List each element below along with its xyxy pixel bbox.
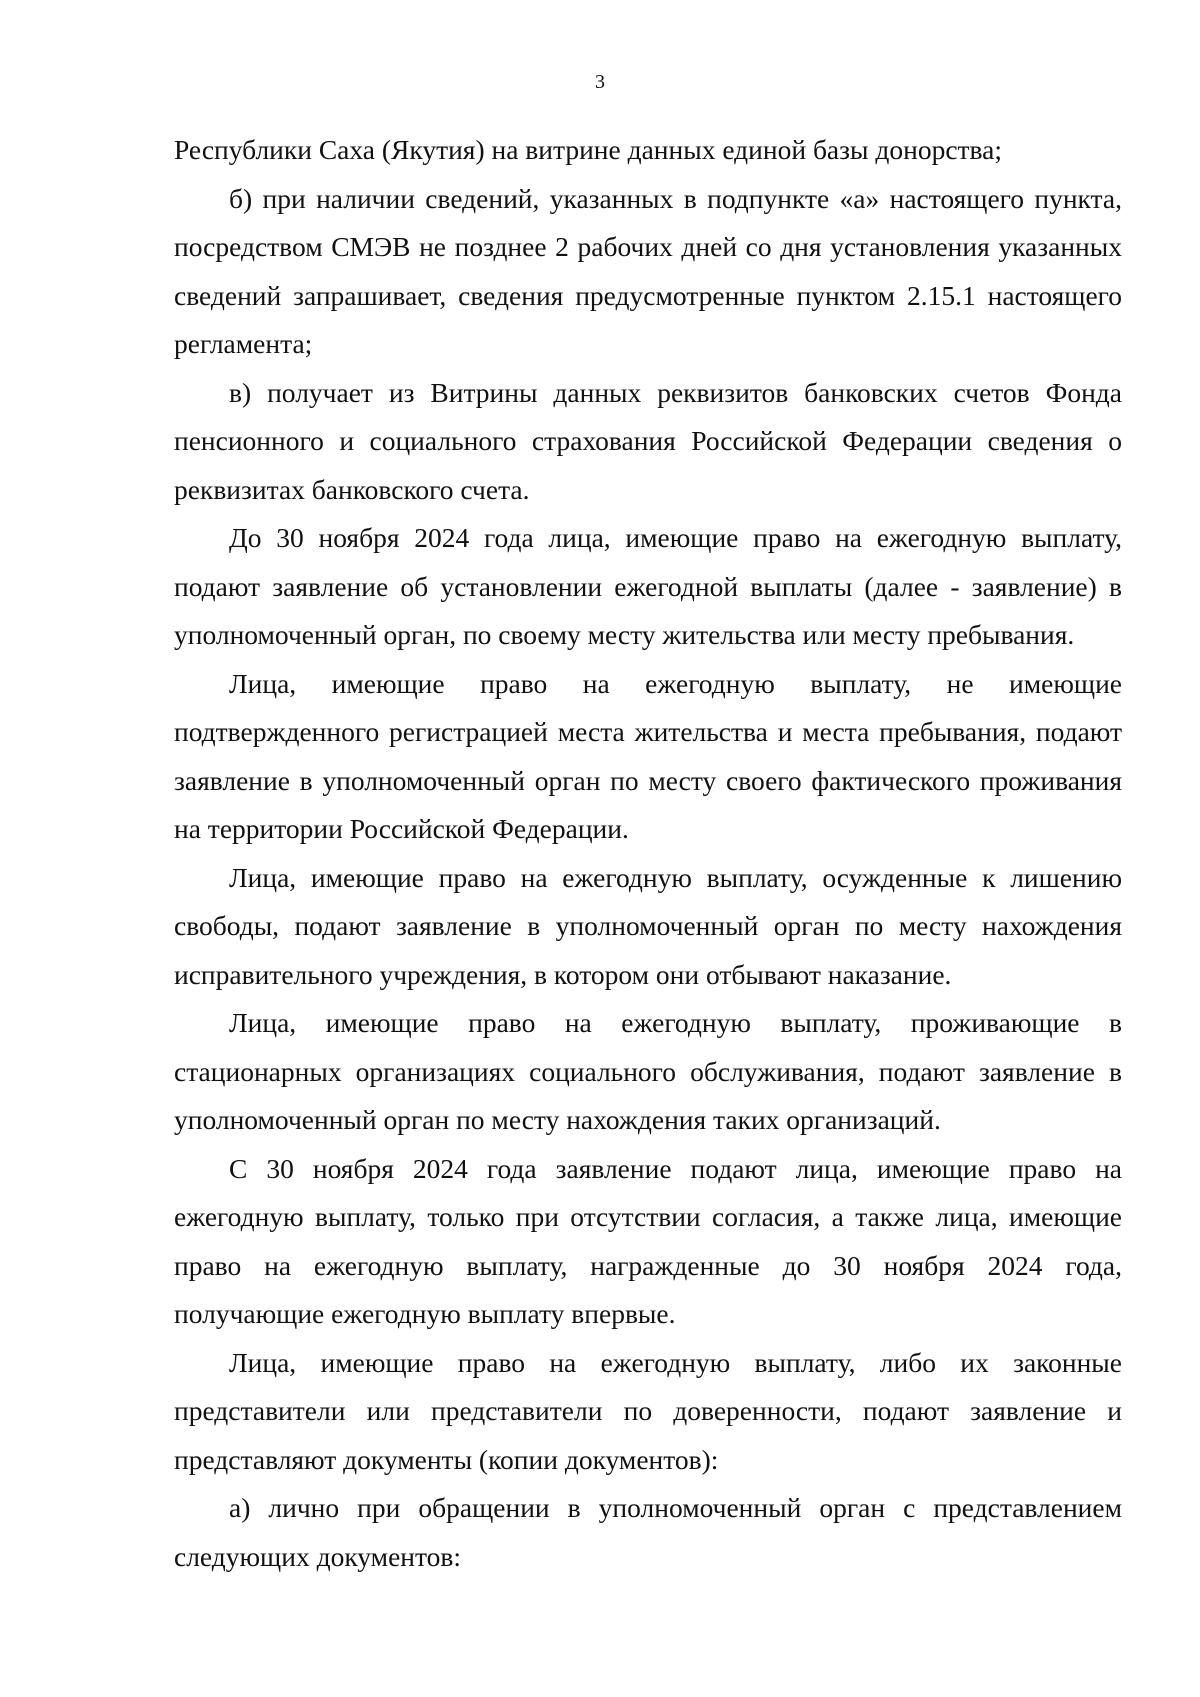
document-body bbox=[174, 126, 1122, 1581]
paragraph-after-deadline: С 30 ноября 2024 года заявление подают лица, имеющие право на ежегодную выплату, только при отсутствии согласия, а также лица, имеющие право на ежегодную выплату, награжденные до 30 ноября 2024 года, получающие ежегодную выплату впервые. bbox=[174, 1152, 1122, 1329]
paragraph-representatives: Лица, имеющие право на ежегодную выплату, либо их законные представители или представители по доверенности, подают заявление и представляют документы (копии документов): bbox=[174, 1346, 1122, 1475]
page-number: 3 bbox=[595, 71, 605, 93]
paragraph-convicted: Лица, имеющие право на ежегодную выплату, осужденные к лишению свободы, подают заявление в уполномоченный орган по месту нахождения исправительного учреждения, в котором они отбывают наказание. bbox=[174, 861, 1122, 990]
paragraph-deadline: До 30 ноября 2024 года лица, имеющие право на ежегодную выплату, подают заявление об установлении ежегодной выплаты (далее - заявление) в уполномоченный орган, по своему месту жительства или месту пребывания. bbox=[174, 522, 1122, 650]
paragraph-continuation: Республики Саха (Якутия) на витрине данных единой базы донорства; bbox=[174, 134, 1003, 165]
paragraph-social-institutions: Лица, имеющие право на ежегодную выплату, проживающие в стационарных организациях социального обслуживания, подают заявление в уполномоченный орган по месту нахождения таких организаций. bbox=[174, 1007, 1122, 1135]
paragraph-item-a: а) лично при обращении в уполномоченный орган с представлением следующих документов: bbox=[174, 1492, 1122, 1572]
paragraph-item-b: б) при наличии сведений, указанных в подпункте «а» настоящего пункта, посредством СМЭВ не позднее 2 рабочих дней со дня установления указанных сведений запрашивает, сведения предусмотренные пунктом 2.15.1 настоящего регламента; bbox=[174, 182, 1122, 359]
paragraph-no-registration: Лица, имеющие право на ежегодную выплату, не имеющие подтвержденного регистрацией места жительства и места пребывания, подают заявление в уполномоченный орган по месту своего фактического проживания на территории Российской Федерации. bbox=[174, 667, 1122, 844]
paragraph-item-v: в) получает из Витрины данных реквизитов банковских счетов Фонда пенсионного и социального страхования Российской Федерации сведения о реквизитах банковского счета. bbox=[174, 376, 1122, 505]
